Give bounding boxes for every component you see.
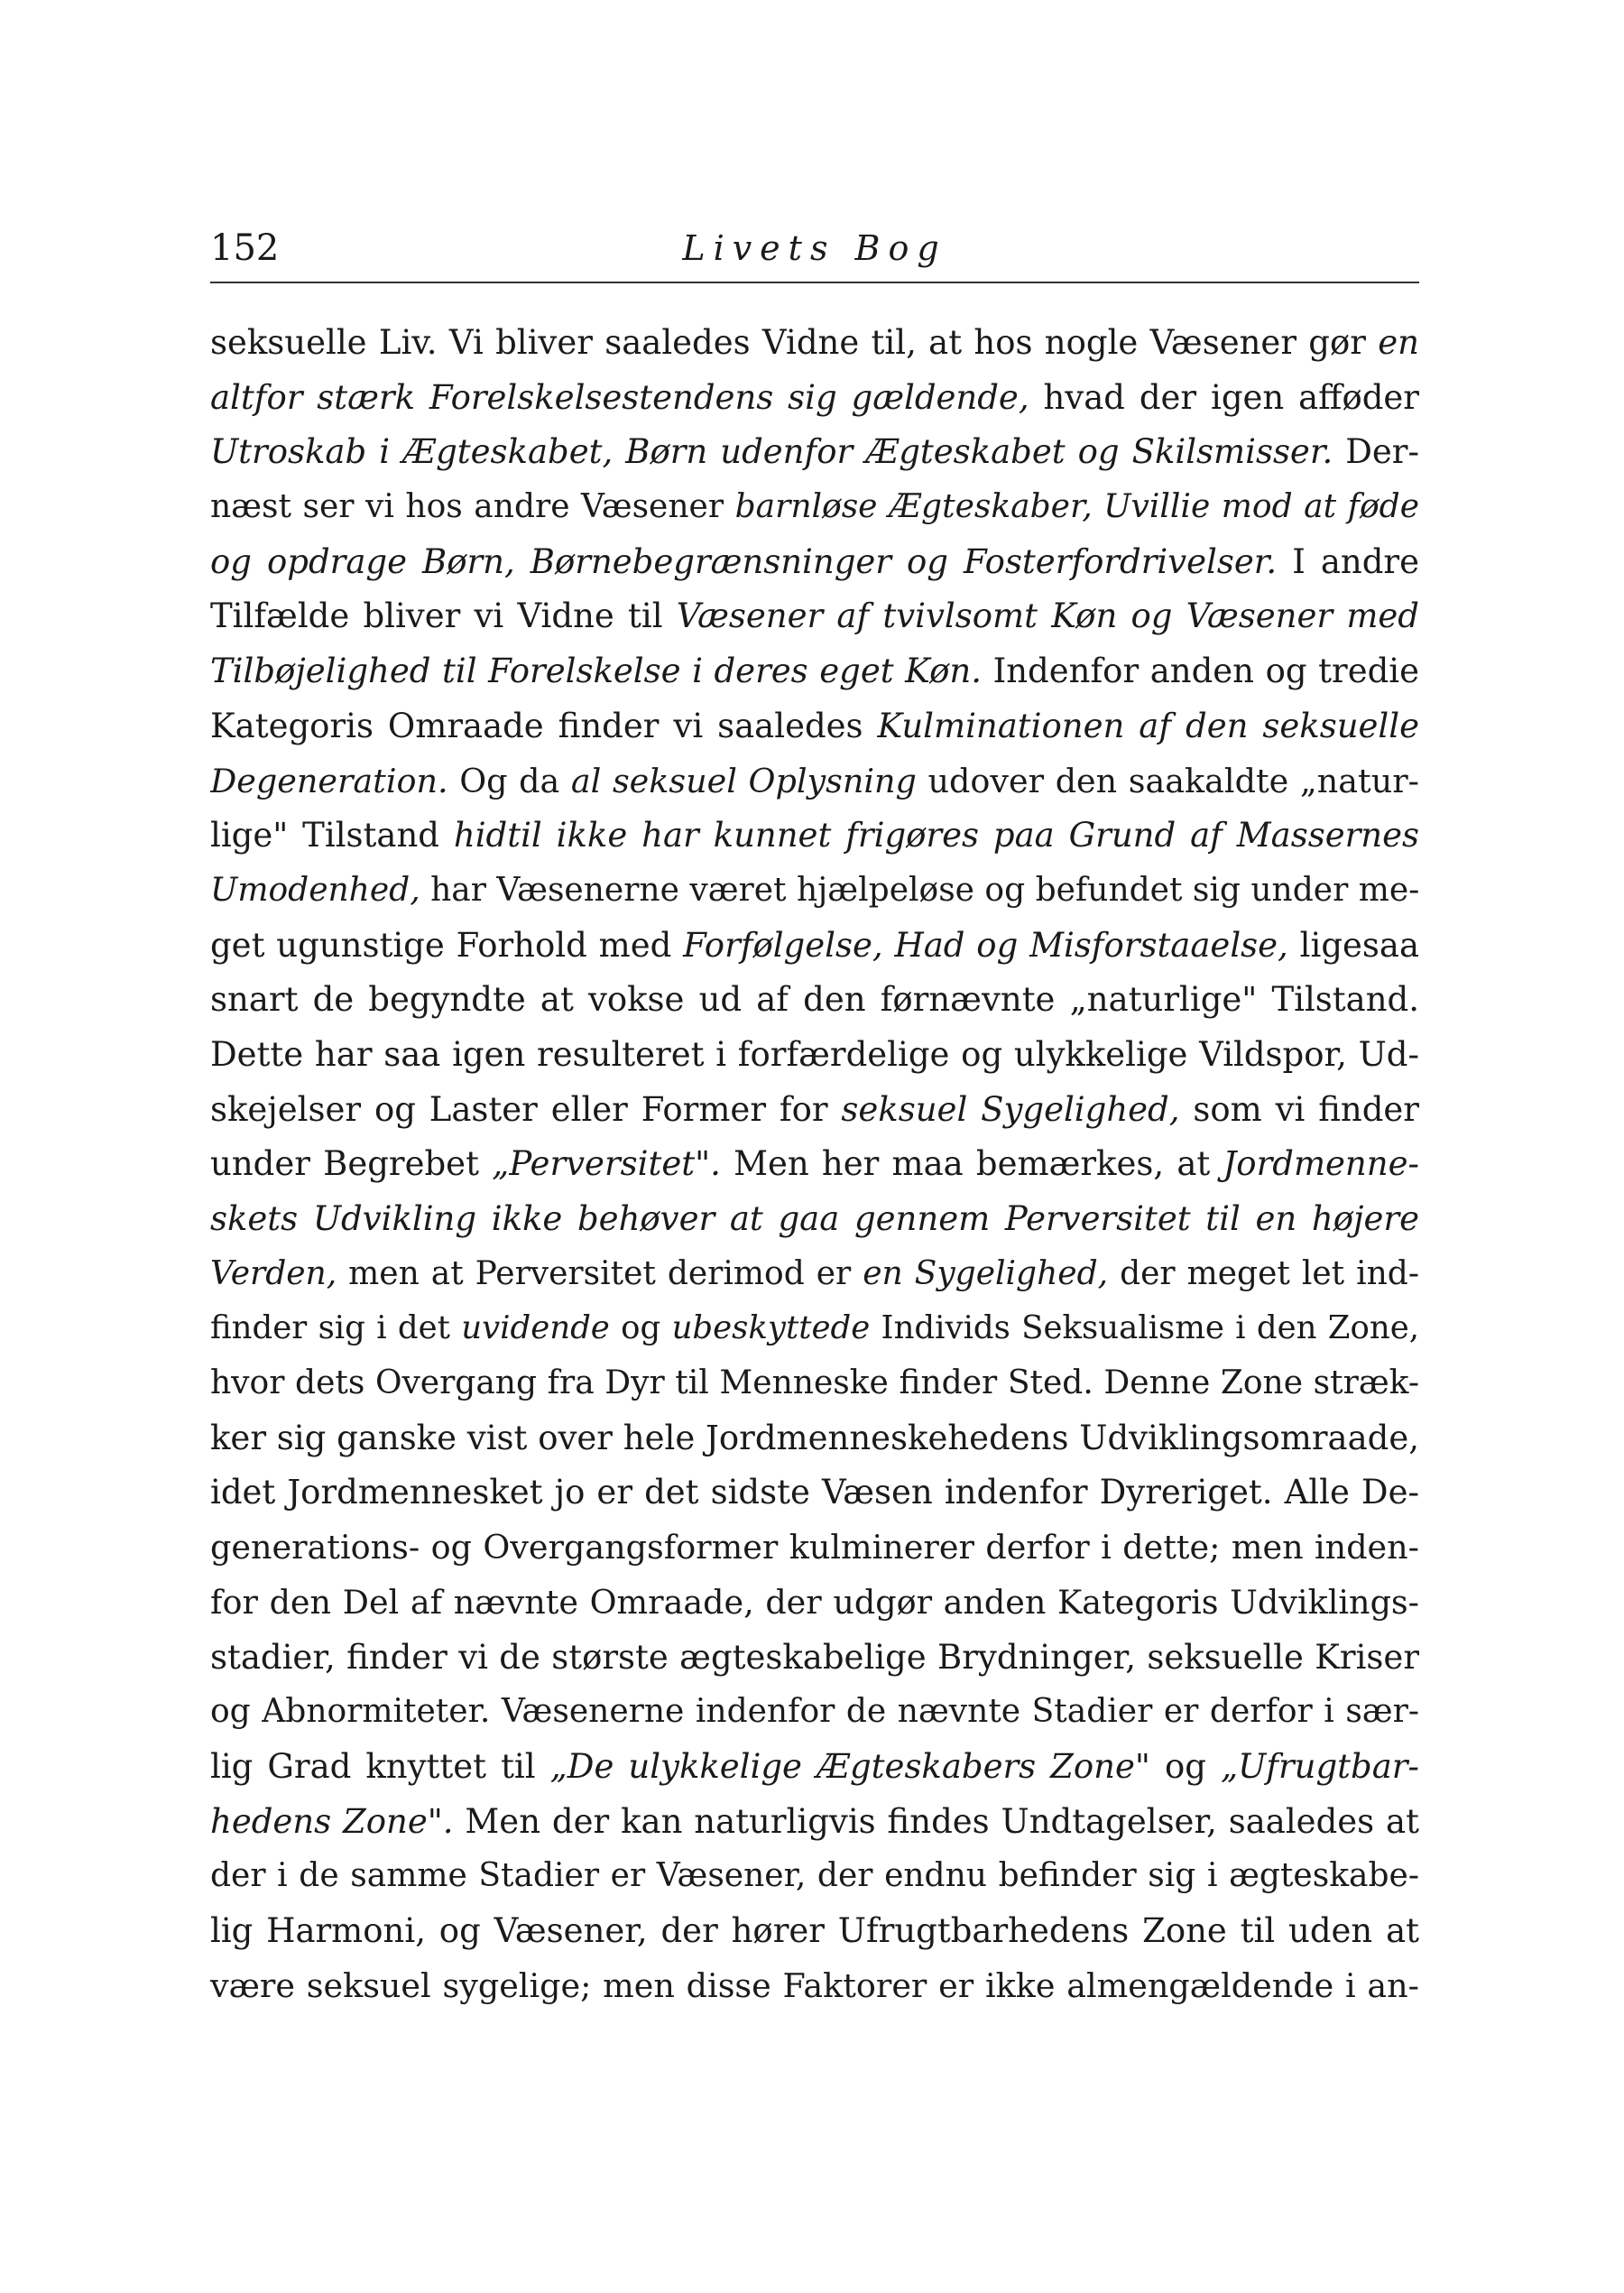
text-line [210,644,1419,699]
emphasized-text: „Perversitet". [492,1144,721,1184]
text-run: stadier, finder vi de største ægteskabelige Brydninger, seksuelle Kriser [210,1637,1419,1677]
text-line [210,1795,1419,1850]
text-run: seksuelle Liv. Vi bliver saaledes Vidne til, at hos nogle Væsener gør [210,323,1379,362]
text-line [210,1465,1419,1521]
text-run: snart de begyndte at vokse ud af den førnævnte „naturlige" Tilstand. [210,980,1419,1020]
emphasized-text: „Ufrugtbar- [1220,1746,1419,1786]
emphasized-text: Væsener af tvivlsomt Køn og Væsener med [676,596,1419,636]
emphasized-text: seksuel Sygelighed, [841,1089,1180,1129]
emphasized-text: skets Udvikling ikke behøver at gaa gennem Perversitet til en højere [210,1199,1419,1238]
text-run: Indenfor anden og tredie [982,652,1419,691]
text-run: generations- og Overgangsformer kulminerer derfor i dette; men inden- [210,1528,1419,1567]
emphasized-text: og opdrage Børn, Børnebegrænsninger og Fosterfordrivelser. [210,541,1278,581]
text-run: Tilfælde bliver vi Vidne til [210,596,677,636]
text-line [210,1356,1419,1411]
running-title: Livets Bog [682,228,947,268]
text-run: Dette har saa igen resulteret i forfærdelige og ulykkelige Vildspor, Ud- [210,1034,1419,1074]
text-run: under Begrebet [210,1144,493,1184]
text-run: I andre [1277,541,1419,581]
text-line [210,371,1419,426]
emphasized-text: „De ulykkelige Ægteskabers Zone" [549,1746,1150,1786]
text-line [210,425,1419,480]
text-run: næst ser vi hos andre Væsener [210,488,735,526]
text-line [210,754,1419,809]
text-run: lige" Tilstand [210,816,454,855]
text-run: for den Del af nævnte Omraade, der udgør anden Kategoris Udviklings- [210,1582,1419,1622]
emphasized-text: altfor stærk Forelskelsestendens sig gældende, [210,377,1029,417]
emphasized-text: Degeneration. [210,761,448,800]
text-line [210,1028,1419,1083]
text-run: der i de samme Stadier er Væsener, der endnu befinder sig i ægteskabe- [210,1857,1419,1895]
text-run: Kategoris Omraade finder vi saaledes [210,706,878,745]
text-line [210,1959,1419,2014]
text-run: get ugunstige Forhold med [210,925,684,965]
text-run: ker sig ganske vist over hele Jordmenneskehedens Udviklingsomraade, [210,1418,1419,1457]
emphasized-text: barnløse Ægteskaber, Uvillie mod at føde [734,488,1419,526]
text-line [210,589,1419,644]
text-line [210,535,1419,590]
text-run: Men her maa bemærkes, at [720,1144,1223,1184]
text-run: men at Perversitet derimod er [337,1254,863,1292]
text-line [210,1192,1419,1247]
text-line [210,1740,1419,1795]
text-line [210,1904,1419,1959]
text-line [210,1083,1419,1138]
emphasized-text: ubeskyttede [671,1309,871,1347]
emphasized-text: Utroskab i Ægteskabet, Børn udenfor Ægteskabet og Skilsmisser. [210,432,1333,472]
page-header [210,226,1419,271]
text-line [210,316,1419,371]
text-run: skejelser og Laster eller Former for [210,1089,842,1129]
emphasized-text: en Sygelighed, [863,1254,1109,1292]
text-run: idet Jordmennesket jo er det sidste Væsen indenfor Dyreriget. Alle De- [210,1473,1419,1512]
text-line [210,699,1419,754]
text-line [210,1631,1419,1686]
text-run: lig Harmoni, og Væsener, der hører Ufrugtbarhedens Zone til uden at [210,1910,1419,1950]
emphasized-text: Kulminationen af den seksuelle [877,706,1419,745]
emphasized-text: hidtil ikke har kunnet frigøres paa Grund af Massernes [453,816,1419,855]
text-run: ligesaa [1287,925,1419,965]
emphasized-text: en [1378,323,1419,362]
text-run: udover den saakaldte „natur- [916,761,1419,800]
emphasized-text: Forfølgelse, Had og Misforstaaelse, [683,925,1288,965]
header-rule [210,282,1419,283]
emphasized-text: Umodenhed, [210,871,420,909]
text-line [210,1685,1419,1740]
page-number: 152 [210,227,280,269]
text-run: være seksuel sygelige; men disse Faktorer er ikke almengældende i an- [210,1965,1419,2005]
text-line [210,973,1419,1028]
text-run: finder sig i det [210,1309,462,1347]
emphasized-text: uvidende [461,1309,610,1347]
text-line [210,1849,1419,1904]
text-run: som vi finder [1179,1089,1419,1129]
text-line [210,1247,1419,1302]
text-run: har Væsenerne været hjælpeløse og befundet sig under me- [420,871,1419,909]
text-run: Og da [448,761,571,800]
text-run: Der- [1333,432,1419,472]
text-line [210,1301,1419,1356]
emphasized-text: Jordmenne- [1223,1144,1419,1184]
text-line [210,919,1419,974]
text-line [210,809,1419,864]
text-run: og Abnormiteter. Væsenerne indenfor de nævnte Stadier er derfor i sær- [210,1693,1419,1731]
text-run: Men der kan naturligvis findes Undtagelser, saaledes at [453,1801,1419,1841]
text-line [210,1137,1419,1192]
text-run: hvor dets Overgang fra Dyr til Menneske finder Sted. Denne Zone stræk- [210,1364,1419,1402]
emphasized-text: al seksuel Oplysning [570,761,917,800]
emphasized-text: Verden, [210,1254,337,1292]
text-run: og [1149,1746,1221,1786]
text-line [210,1576,1419,1631]
text-line [210,480,1419,535]
body-text [210,316,1419,2013]
text-line [210,1411,1419,1466]
text-run: der meget let ind- [1108,1254,1419,1292]
text-run: hvad der igen afføder [1029,377,1419,417]
emphasized-text: Tilbøjelighed til Forelskelse i deres eget Køn. [210,652,983,691]
text-run: Individs Seksualisme i den Zone, [870,1309,1419,1347]
text-line [210,864,1419,919]
emphasized-text: hedens Zone". [210,1801,454,1841]
text-line [210,1521,1419,1576]
text-run: lig Grad knyttet til [210,1746,550,1786]
text-run: og [609,1309,672,1347]
